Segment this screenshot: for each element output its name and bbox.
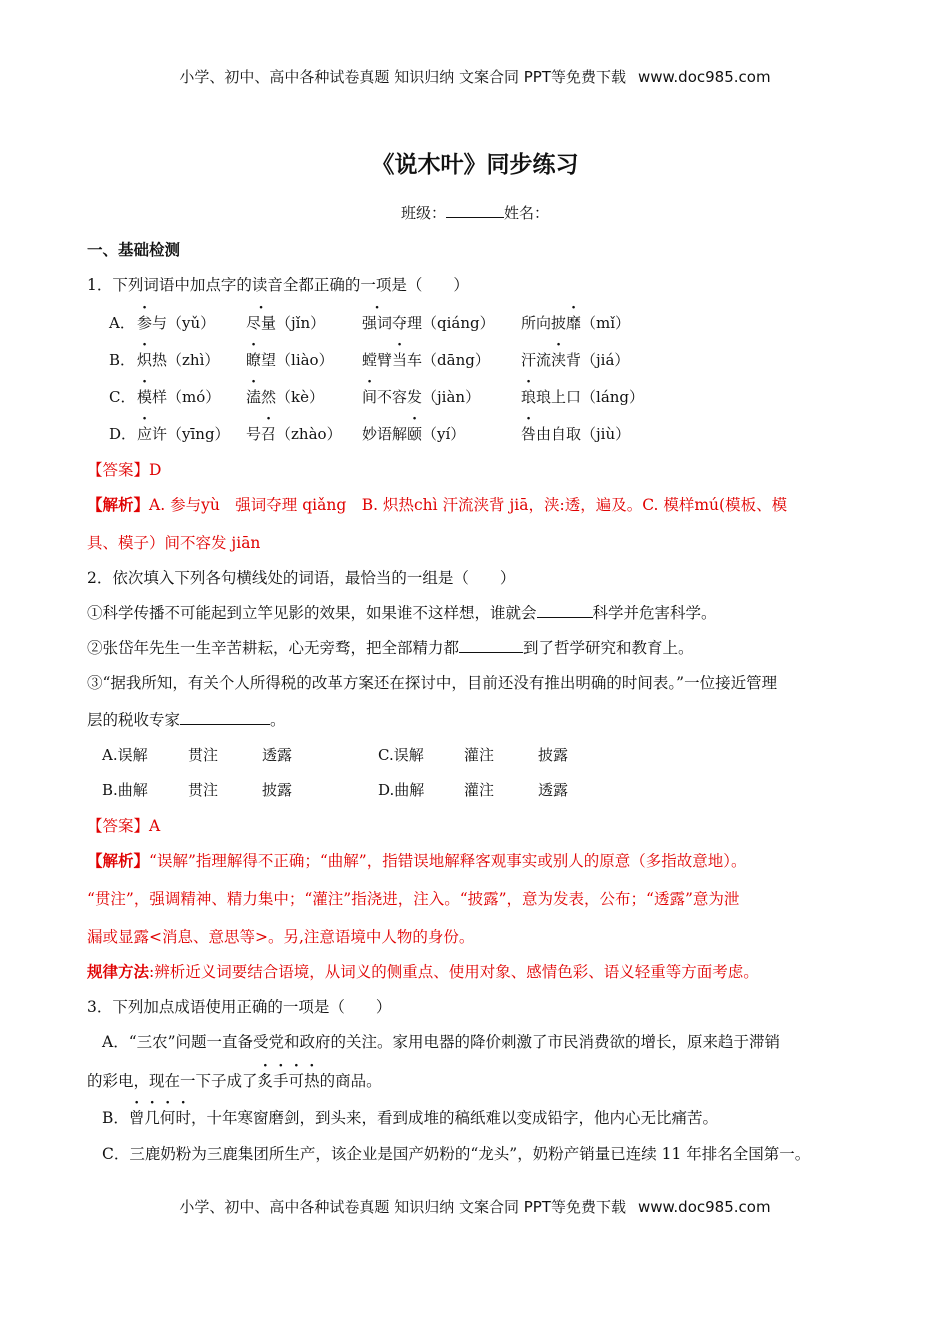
q1-option-word: 炽热（zhì）: [137, 351, 220, 369]
q1-answer: 【答案】D: [87, 461, 162, 479]
q2-method: [87, 960, 759, 982]
dotted-character: 浃: [551, 351, 567, 369]
dotted-character: 琅: [521, 388, 537, 406]
name-label: 姓名：: [504, 204, 550, 222]
q1-option-word: 琅琅上口（láng）: [521, 388, 645, 406]
q2-analysis-line-3: 漏或显露<消息、意思等>。另,注意语境中人物的身份。: [87, 928, 475, 946]
q3-b-text-post: ，十年寒窗磨剑，到头来，看到成堆的稿纸难以变成铅字，他内心无比痛苦。: [190, 1109, 718, 1127]
dotted-character: 颐: [407, 425, 423, 443]
q2-blank-1[interactable]: [537, 603, 593, 618]
q1-option-label: A．: [109, 314, 135, 332]
dotted-character: 模: [137, 388, 153, 406]
q2-sentence-3-line-2: [87, 708, 286, 730]
dotted-character: 炙: [257, 1072, 274, 1090]
q2-s1-text-b: 科学并危害科学。: [592, 604, 717, 622]
page-footer: [0, 1196, 950, 1217]
q1-option-label: D．: [109, 425, 137, 443]
q2-method-label: 规律方法: [87, 963, 150, 981]
q1-option-word: 瞭望（liào）: [246, 351, 334, 369]
q2-option-word: 披露: [262, 781, 293, 799]
page-title: 《说木叶》同步练习: [371, 152, 579, 178]
q2-blank-2[interactable]: [459, 638, 523, 653]
q2-option-label: B.曲解: [102, 781, 148, 799]
class-blank[interactable]: [446, 202, 504, 218]
dotted-character: 靡: [566, 314, 582, 332]
q1-analysis-line-1: [87, 493, 787, 515]
q3-b-dotted-idiom: [129, 1109, 191, 1127]
q2-sentence-3-line-1: ③“据我所知，有关个人所得税的改革方案还在探讨中，目前还没有推出明确的时间表。”一位接近管理: [87, 674, 778, 692]
dotted-character: 溘: [246, 388, 262, 406]
q1-analysis-line-2: 具、模子）间不容发 jiān: [87, 534, 261, 552]
q1-option-word: 溘然（kè）: [246, 388, 324, 406]
q1-option-word: 参与（yǔ）: [137, 314, 216, 332]
q3-a-text-pre: 的彩电，现在一下子成了: [87, 1072, 258, 1090]
q2-s3-text-b: 。: [270, 711, 286, 729]
q3-option-b: [102, 1106, 718, 1128]
q2-s2-text-a: ②张岱年先生一生辛苦耕耘，心无旁骛，把全部精力都: [87, 639, 460, 657]
q2-option-word: 灌注: [464, 781, 495, 799]
q1-option-word: 所向披靡（mǐ）: [521, 314, 631, 332]
dotted-character: 当: [392, 351, 408, 369]
q2-analysis-line-1: [87, 849, 746, 871]
q2-sentence-1: [87, 601, 717, 623]
q1-option-word: 咎由自取（jiù）: [521, 425, 631, 443]
q1-option-word: 螳臂当车（dāng）: [362, 351, 490, 369]
page-header: [0, 66, 950, 87]
q2-sentence-2: [87, 636, 694, 658]
q1-option-word: 汗流浃背（jiá）: [521, 351, 630, 369]
dotted-character: 参: [137, 314, 153, 332]
header-text: 小学、初中、高中各种试卷真题 知识归纳 文案合同 PPT等免费下载: [179, 68, 626, 86]
q3-option-c: C．三鹿奶粉为三鹿集团所生产，该企业是国产奶粉的“龙头”，奶粉产销量已连续 11 年排名全国第一。: [102, 1145, 811, 1163]
q1-option-word: 应许（yīng）: [137, 425, 230, 443]
q1-stem: 1．下列词语中加点字的读音全都正确的一项是（ ）: [87, 276, 469, 294]
q2-s2-text-b: 到了哲学研究和教育上。: [523, 639, 694, 657]
q2-method-text: :辨析近义词要结合语境，从词义的侧重点、使用对象、感情色彩、语义轻重等方面考虑。: [149, 963, 759, 981]
q2-option-word: 披露: [538, 746, 569, 764]
dotted-character: 炽: [137, 351, 153, 369]
dotted-character: 几: [144, 1109, 160, 1127]
q2-stem: 2．依次填入下列各句横线处的词语，最恰当的一组是（ ）: [87, 569, 516, 587]
q2-option-word: 贯注: [188, 781, 219, 799]
dotted-character: 召: [261, 425, 277, 443]
q3-a-text-post: 的商品。: [319, 1072, 382, 1090]
q2-option-word: 透露: [262, 746, 293, 764]
dotted-character: 咎: [521, 425, 537, 443]
q3-option-a-line-2: [87, 1069, 382, 1091]
q2-s1-text-a: ①科学传播不可能起到立竿见影的效果，如果谁不这样想，谁就会: [87, 604, 537, 622]
q1-option-label: B．: [109, 351, 136, 369]
q2-option-word: 灌注: [464, 746, 495, 764]
q2-option-label: D.曲解: [378, 781, 425, 799]
q3-b-label: B．: [102, 1109, 129, 1127]
class-name-line: [0, 202, 950, 223]
dotted-character: 可: [288, 1072, 305, 1090]
q1-option-word: 号召（zhào）: [246, 425, 342, 443]
dotted-character: 何: [159, 1109, 176, 1127]
q1-option-word: 强词夺理（qiáng）: [362, 314, 495, 332]
q1-option-word: 尽量（jǐn）: [246, 314, 326, 332]
dotted-character: 瞭: [246, 351, 262, 369]
q1-option-word: 间不容发（jiàn）: [362, 388, 481, 406]
class-label: 班级：: [400, 204, 446, 222]
q2-option-word: 透露: [538, 781, 569, 799]
q2-option-label: A.误解: [102, 746, 148, 764]
dotted-character: 曾: [128, 1109, 145, 1127]
dotted-character: 热: [304, 1072, 320, 1090]
q2-analysis-label: 【解析】: [87, 852, 150, 870]
q3-a-dotted-idiom: [258, 1072, 320, 1090]
q1-analysis-text-1: A. 参与yù 强词夺理 qiǎng B. 炽热chì 汗流浃背 jiā，浃:透，遍及。C. 模样mú(模板、模: [149, 496, 788, 514]
dotted-character: 手: [273, 1072, 289, 1090]
q2-option-word: 贯注: [188, 746, 219, 764]
dotted-character: 应: [137, 425, 153, 443]
section-heading: 一、基础检测: [87, 241, 181, 259]
q2-blank-3[interactable]: [180, 710, 270, 725]
q2-option-label: C.误解: [378, 746, 424, 764]
q1-option-word: 模样（mó）: [137, 388, 221, 406]
q1-option-word: 妙语解颐（yí）: [362, 425, 466, 443]
dotted-character: 时: [175, 1109, 191, 1127]
q3-option-a-line-1: A．“三农”问题一直备受党和政府的关注。家用电器的降价刺激了市民消费欲的增长，原来趋于滞销: [102, 1033, 781, 1051]
footer-text: 小学、初中、高中各种试卷真题 知识归纳 文案合同 PPT等免费下载: [179, 1198, 626, 1216]
q2-analysis-text-1: “误解”指理解得不正确；“曲解”，指错误地解释客观事实或别人的原意（多指故意地）。: [149, 852, 747, 870]
q3-stem: 3．下列加点成语使用正确的一项是（ ）: [87, 998, 392, 1016]
q1-analysis-label: 【解析】: [87, 496, 150, 514]
q2-answer: 【答案】A: [87, 817, 161, 835]
footer-url[interactable]: www.doc985.com: [637, 1198, 771, 1216]
header-url[interactable]: www.doc985.com: [637, 68, 771, 86]
q2-s3-text-a: 层的税收专家: [87, 711, 181, 729]
dotted-character: 间: [362, 388, 378, 406]
q1-option-label: C．: [109, 388, 136, 406]
q2-analysis-line-2: “贯注”，强调精神、精力集中；“灌注”指浇进，注入。“披露”，意为发表，公布；“透露”意为泄: [87, 890, 740, 908]
